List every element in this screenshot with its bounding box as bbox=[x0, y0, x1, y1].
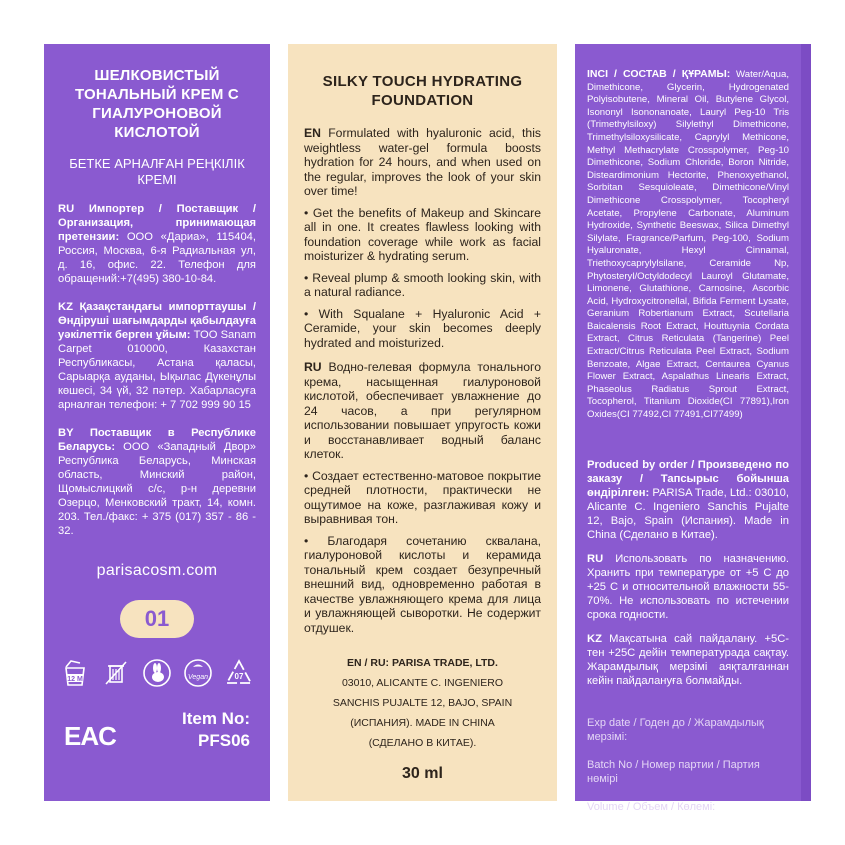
produced-by-label: Produced by order / Произведено по заказу / Тапсырыс бойынша өндірілген: bbox=[587, 458, 789, 499]
address-line: 03010, ALICANTE C. INGENIERO bbox=[341, 677, 504, 689]
ingredients-block bbox=[587, 68, 789, 422]
item-number bbox=[182, 708, 250, 752]
eac-mark: EAC bbox=[64, 721, 116, 751]
address-line: (ИСПАНИЯ). MADE IN CHINA bbox=[350, 717, 495, 729]
vegan-icon bbox=[183, 658, 213, 688]
svg-text:07: 07 bbox=[234, 672, 244, 681]
svg-text:12 M: 12 M bbox=[67, 676, 83, 683]
manufacturer-address bbox=[304, 653, 541, 753]
trash-bin-icon bbox=[101, 658, 131, 688]
by-supplier-block bbox=[58, 426, 256, 538]
by-supplier-label: BY Поставщик в Республике Беларусь: bbox=[58, 427, 256, 453]
certification-row bbox=[58, 708, 256, 752]
ingredients-label: INCI / СОСТАВ / ҚҰРАМЫ: bbox=[587, 68, 731, 80]
ru-bullet: • Благодаря сочетанию сквалана, гиалуроновой кислоты и керамида тональный крем создает безупречный внешний вид, одновременно работая в качестве увлажняющего крема для лица и увлажняющей сыворотки. Не содержит отдушек. bbox=[304, 533, 541, 635]
en-tag: EN bbox=[304, 126, 321, 140]
kz-importer-block bbox=[58, 300, 256, 412]
kz-importer-text: ТОО Sanam Carpet 010000, Казахстан Республикасы, Астана қаласы, Сарыарқа ауданы, Ықылас Дүкенұлы көшесі, 34 үй, 32 пәтер. Хабарласуға арналған телефон: + 7 702 999 90 15 bbox=[58, 329, 257, 411]
ingredients-text: Water/Aqua, Dimethicone, Glycerin, Hydrogenated Polyisobutene, Mineral Oil, Butylene Glycol, Isononyl Isononanoate, Lauryl Peg-10 Tris (Trimethylsiloxy) Silylethyl Dimethicone, Trimethylsiloxysilicate, Caprylyl Methicone, Methyl Methacrylate Crosspolymer, Peg-10 Dimethicone, Sodium Chloride, Boron Nitride, Disteardimonium Hectorite, Phenoxyethanol, Sorbitan Sesquioleate, Dimethicone/Vinyl Dimethicone Crosspolymer, Tocopheryl Acetate, Propylene Carbonate, Aluminum Hydroxide, Synthetic Beeswax, Silica Dimethyl Silylate, Fragrance/Parfum, Peg-100, Sodium Hyaluronate, Hexyl Cinnamal, Triethoxycaprylylsilane, Ceramide Np, Phytosteryl/Octyldodecyl Lauroyl Glutamate, Limonene, Glutathione, Carnosine, Ascorbic Acid, Hydroxycitronellal, Bifida Ferment Lysate, Geranium Robertianum Extract, Scutellaria Baicalensis Root Extract, Houttuynia Cordata Extract, Citrus Reticulata (Tangerine) Peel Extract/Citrus Reticulata Peel Extract, Sodium Benzoate, Algae Extract, Centaurea Cyanus Flower Extract, Aspalathus Linearis Extract, Phaseolus Radiatus Sprout Extract, Tocopherol, Titanium Dioxide(CI 77891),Iron Oxides(CI 77492,CI 77491,CI77499) bbox=[587, 69, 789, 421]
ru-bullet: • Создает естественно-матовое покрытие средней плотности, практически не ощутимое на коже, разглаживая кожу и выравнивая тон. bbox=[304, 468, 541, 526]
shade-number-badge: 01 bbox=[120, 600, 194, 638]
kz-importer-label: KZ Қазақстандағы импорттаушы / Өндіруші шағымдарды қабылдауға уәкілеттік берген ұйым: bbox=[58, 301, 256, 341]
product-title-ru: ШЕЛКОВИСТЫЙ ТОНАЛЬНЫЙ КРЕМ С ГИАЛУРОНОВОЙ КИСЛОТОЙ bbox=[75, 67, 239, 141]
ru-importer-text: ООО «Дариа», 115404, Россия, Москва, 6-я Радиальная ул, д. 16, офис. 22. Телефон для обращений:+7(495) 380-10-84. bbox=[58, 231, 256, 285]
open-jar-12m-icon bbox=[60, 658, 90, 688]
ru-importer-label: RU Импортер / Поставщик / Организация, принимающая претензии: bbox=[58, 203, 256, 243]
box-side-edge bbox=[801, 44, 811, 801]
cruelty-free-rabbit-icon bbox=[142, 658, 172, 688]
en-bullet: • With Squalane + Hyaluronic Acid + Ceramide, your skin becomes deeply hydrated and moisturized. bbox=[304, 306, 541, 350]
middle-panel bbox=[288, 44, 557, 801]
en-text: Formulated with hyaluronic acid, this weightless water-gel formula boosts hydration for 24 hours, and when used on the regular, improves the look of your skin over time! bbox=[304, 126, 541, 198]
produced-by-block bbox=[587, 458, 789, 542]
volume-label: Volume / Объем / Көлемі: bbox=[587, 800, 716, 813]
ru-tag: RU bbox=[304, 360, 322, 374]
kz-usage-tag: KZ bbox=[587, 632, 602, 645]
produced-by-text: PARISA Trade, Ltd.: 03010, Alicante C. Ingeniero Sanchis Pujalte 12, Bajo, Spain (Испания). Made in China (Сделано в Китае). bbox=[587, 486, 789, 541]
ru-usage-block bbox=[587, 552, 789, 622]
ru-usage-tag: RU bbox=[587, 552, 604, 565]
address-line: SANCHIS PUJALTE 12, BAJO, SPAIN bbox=[332, 697, 513, 709]
address-line: (СДЕЛАНО В КИТАЕ). bbox=[368, 737, 477, 749]
recycle-07-icon bbox=[224, 658, 254, 688]
item-number-label: Item No: bbox=[182, 709, 250, 728]
ru-importer-block bbox=[58, 202, 256, 286]
item-number-value: PFS06 bbox=[198, 731, 250, 750]
en-bullet: • Get the benefits of Makeup and Skincare all in one. It creates flawless looking with foundation coverage while work as facial moisturizer & hydrating serum. bbox=[304, 205, 541, 263]
ru-description bbox=[304, 360, 541, 462]
by-supplier-text: ООО «Западный Двор» Республика Беларусь, Минская область, Минский район, Щомыслицкий с/с, р-н деревни Озерцо, Менковский тракт, 14, комн. 203. Тел./факс: + 375 (017) 357 - 86 - 32. bbox=[58, 441, 256, 537]
left-panel bbox=[44, 44, 270, 801]
right-panel bbox=[575, 44, 801, 827]
batch-number-label: Batch No / Номер партии / Партия нөмірі bbox=[587, 758, 760, 785]
svg-text:Vegan: Vegan bbox=[188, 674, 208, 681]
ru-text: Водно-гелевая формула тонального крема, насыщенная гиалуроновой кислотой, обеспечивает увлажнение до 24 часов, а при регулярном использовании повышает упругость кожи и восстанавливает водный баланс клеток. bbox=[304, 360, 542, 461]
en-description bbox=[304, 126, 541, 199]
volume: 30 ml bbox=[402, 765, 443, 782]
website-link[interactable]: parisacosm.com bbox=[96, 562, 218, 579]
expiry-date-label: Exp date / Годен до / Жарамдылық мерзімі: bbox=[587, 716, 764, 743]
volume-value: 30 ml / 1,01 fl.oz. bbox=[587, 814, 676, 827]
en-bullet: • Reveal plump & smooth looking skin, with a natural radiance. bbox=[304, 270, 541, 299]
address-label: EN / RU: PARISA TRADE, LTD. bbox=[347, 657, 498, 669]
ru-usage-text: Использовать по назначению. Хранить при температуре от +5 С до +25 С и относительной влажности 55-70%. Не использовать по истечении срока годности. bbox=[587, 552, 790, 621]
symbols-row bbox=[58, 658, 256, 688]
product-title-kz: БЕТКЕ АРНАЛҒАН РЕҢКІЛІК КРЕМІ bbox=[69, 156, 245, 187]
product-title-en: SILKY TOUCH HYDRATING FOUNDATION bbox=[322, 73, 523, 109]
kz-usage-text: Мақсатына сай пайдалану. +5С-тен +25С дейін температурада сақтау. Жарамдылық мерзімі аяқталғаннан кейін пайдалануға болмайды. bbox=[587, 632, 790, 687]
kz-usage-block bbox=[587, 632, 789, 688]
